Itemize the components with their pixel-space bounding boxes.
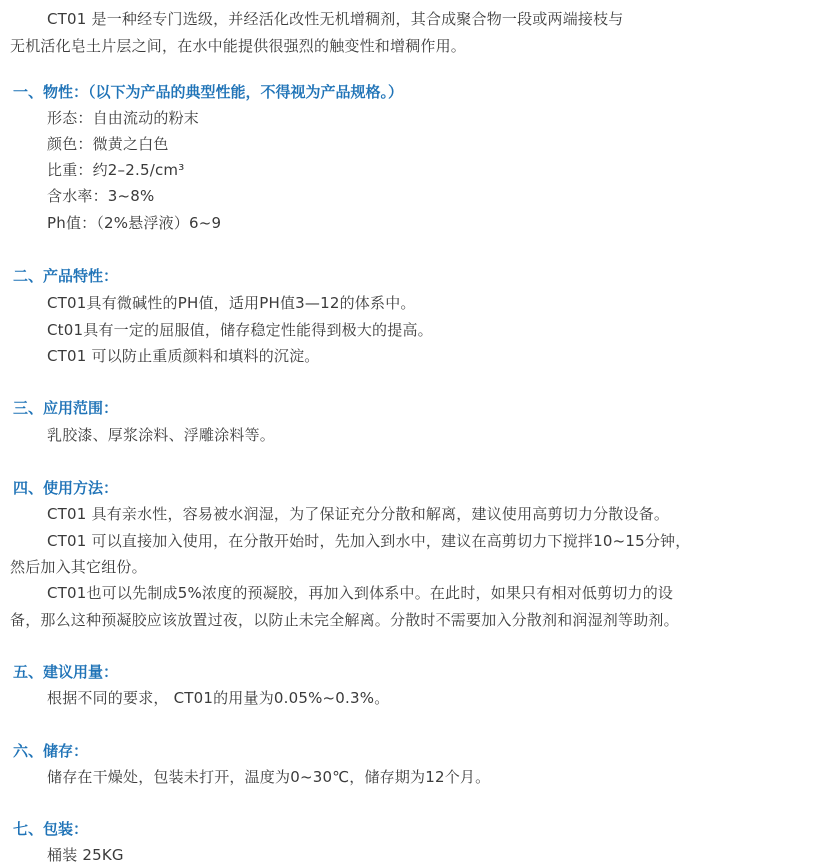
features-item: Ct01具有一定的屈服值，储存稳定性能得到极大的提高。	[47, 321, 433, 339]
section-physical-title: 一、物性：	[13, 83, 89, 101]
usage-line: 备，那么这种预凝胶应该放置过夜，以防止未完全解离。分散时不需要加入分散剂和润湿剂等助剂。	[10, 611, 679, 629]
dosage-item: 根据不同的要求， CT01的用量为0.05%~0.3%。	[47, 689, 390, 707]
intro-line-2: 无机活化皂土片层之间，在水中能提供很强烈的触变性和增稠作用。	[10, 37, 467, 55]
packaging-item: 桶装 25KG	[47, 846, 124, 864]
section-usage-title: 四、使用方法：	[13, 479, 119, 497]
section-features-title: 二、产品特性：	[13, 267, 119, 285]
section-physical-heading	[13, 82, 403, 102]
section-application-title: 三、应用范围：	[13, 399, 119, 417]
application-item: 乳胶漆、厚浆涂料、浮雕涂料等。	[47, 426, 276, 444]
section-dosage-title: 五、建议用量：	[13, 663, 119, 681]
intro-line-1: CT01 是一种经专门选级，并经活化改性无机增稠剂，其合成聚合物一段或两端接枝与	[47, 10, 624, 28]
physical-item: 比重：约2–2.5/cm³	[47, 161, 185, 179]
physical-item: Ph值：（2%悬浮液）6~9	[47, 214, 222, 232]
usage-line: 然后加入其它组份。	[10, 558, 147, 576]
physical-item: 形态：自由流动的粉末	[47, 109, 200, 127]
usage-line: CT01 可以直接加入使用，在分散开始时，先加入到水中，建议在高剪切力下搅拌10~15分钟，	[47, 532, 691, 550]
features-item: CT01具有微碱性的PH值，适用PH值3—12的体系中。	[47, 294, 416, 312]
section-physical-note: （以下为产品的典型性能，不得视为产品规格。）	[88, 83, 404, 101]
storage-item: 储存在干燥处，包装未打开，温度为0~30℃，储存期为12个月。	[47, 768, 491, 786]
physical-item: 含水率：3~8%	[47, 187, 155, 205]
usage-line: CT01也可以先制成5%浓度的预凝胶，再加入到体系中。在此时，如果只有相对低剪切力的设	[47, 584, 674, 602]
section-storage-title: 六、储存：	[13, 742, 89, 760]
physical-item: 颜色：微黄之白色	[47, 135, 169, 153]
section-packaging-title: 七、包装：	[13, 820, 89, 838]
usage-line: CT01 具有亲水性，容易被水润湿，为了保证充分分散和解离，建议使用高剪切力分散设备。	[47, 505, 670, 523]
features-item: CT01 可以防止重质颜料和填料的沉淀。	[47, 347, 320, 365]
